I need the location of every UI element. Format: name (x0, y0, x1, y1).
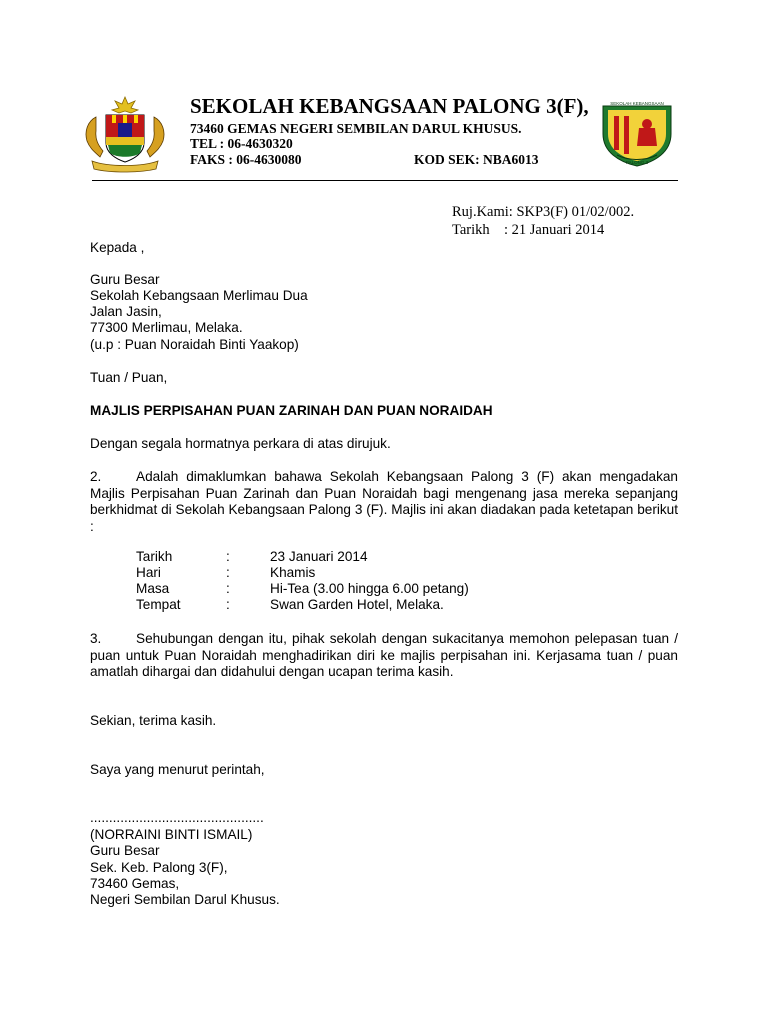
school-fax: FAKS : 06-4630080 (190, 152, 302, 167)
paragraph-3-number: 3. (90, 631, 102, 646)
recipient-line: (u.p : Puan Noraidah Binti Yaakop) (90, 337, 299, 352)
signature-line: .............................................. (90, 810, 264, 825)
school-code: KOD SEK: NBA6013 (414, 152, 539, 167)
detail-separator: : (226, 565, 230, 580)
recipient-line: Jalan Jasin, (90, 304, 162, 319)
detail-label: Masa (136, 581, 170, 596)
reference-date-label: Tarikh (452, 222, 490, 238)
paragraph-3 (90, 631, 678, 681)
detail-value: Hi-Tea (3.00 hingga 6.00 petang) (270, 581, 469, 596)
letter-subject: MAJLIS PERPISAHAN PUAN ZARINAH DAN PUAN NORAIDAH (90, 403, 493, 418)
paragraph-2 (90, 469, 678, 535)
kepada-label: Kepada , (90, 240, 145, 255)
coat-of-arms-logo (78, 95, 172, 175)
signatory-title: Guru Besar (90, 843, 160, 858)
badge-text-bottom: PALONG 3 (625, 160, 649, 165)
detail-separator: : (226, 581, 230, 596)
paragraph-3-text: Sehubungan dengan itu, pihak sekolah dengan sukacitanya memohon pelepasan tuan / puan untuk Puan Noraidah menghadirikan diri ke majlis perpisahan ini. Kerjasama tuan / puan amatlah dihargai dan didahului dengan ucapan terima kasih. (90, 631, 678, 679)
reference-number: Ruj.Kami: SKP3(F) 01/02/002. (452, 204, 635, 220)
detail-value: Swan Garden Hotel, Melaka. (270, 597, 444, 612)
school-address: 73460 GEMAS NEGERI SEMBILAN DARUL KHUSUS. (190, 121, 522, 136)
detail-value: 23 Januari 2014 (270, 549, 368, 564)
saya-text: Saya yang menurut perintah, (90, 762, 265, 777)
detail-label: Tarikh (136, 549, 173, 564)
header-divider (92, 180, 678, 181)
badge-text-top: SEKOLAH KEBANGSAAN (610, 101, 664, 106)
recipient-line: Sekolah Kebangsaan Merlimau Dua (90, 288, 308, 303)
detail-label: Hari (136, 565, 161, 580)
signatory-name: (NORRAINI BINTI ISMAIL) (90, 827, 253, 842)
signatory-address-line: Sek. Keb. Palong 3(F), (90, 860, 228, 875)
paragraph-1: Dengan segala hormatnya perkara di atas dirujuk. (90, 436, 391, 451)
paragraph-2-text: Adalah dimaklumkan bahawa Sekolah Kebangsaan Palong 3 (F) akan mengadakan Majlis Perpisahan Puan Zarinah dan Puan Noraidah bagi mengenang jasa mereka sepanjang berkhidmat di Sekolah Kebangsaan Palong 3 (F). Majlis ini akan diadakan pada ketetapan berikut : (90, 469, 678, 534)
closing-text: Sekian, terima kasih. (90, 713, 217, 728)
paragraph-2-number: 2. (90, 469, 102, 484)
reference-date-value: : 21 Januari 2014 (504, 222, 605, 238)
detail-label: Tempat (136, 597, 181, 612)
detail-value: Khamis (270, 565, 316, 580)
detail-separator: : (226, 549, 230, 564)
signatory-address-line: Negeri Sembilan Darul Khusus. (90, 892, 280, 907)
recipient-line: Guru Besar (90, 272, 160, 287)
school-tel: TEL : 06-4630320 (190, 136, 293, 151)
detail-separator: : (226, 597, 230, 612)
school-name: SEKOLAH KEBANGSAAN PALONG 3(F), (190, 94, 589, 118)
salutation: Tuan / Puan, (90, 370, 168, 385)
school-badge-logo (597, 100, 677, 168)
recipient-line: 77300 Merlimau, Melaka. (90, 320, 243, 335)
signatory-address-line: 73460 Gemas, (90, 876, 180, 891)
